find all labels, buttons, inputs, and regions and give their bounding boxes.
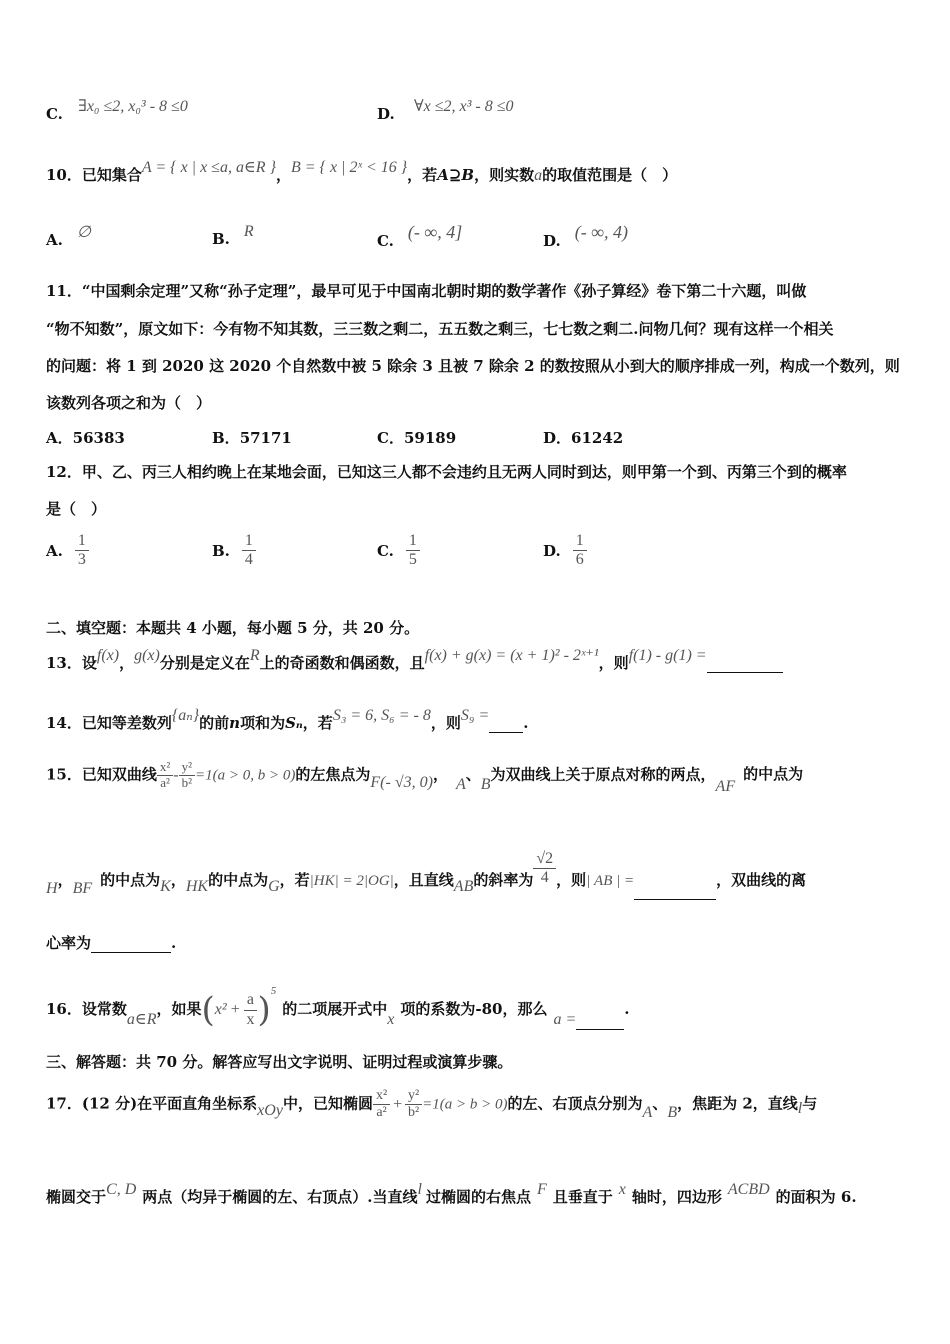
question-text: 的面积为 6. bbox=[775, 1188, 857, 1206]
option-label: A. bbox=[46, 231, 63, 249]
denominator: 3 bbox=[77, 551, 86, 569]
segment-bf: BF bbox=[72, 879, 93, 897]
question-text: ，焦距为 2，直线 bbox=[677, 1094, 798, 1113]
option-label: D. bbox=[377, 105, 395, 123]
quadrilateral-acbd: ACBD bbox=[727, 1181, 770, 1198]
option-label: C. bbox=[377, 232, 394, 250]
exponent: 5 bbox=[270, 985, 277, 997]
option-value: 56383 bbox=[72, 429, 125, 447]
question-text: 心率为 bbox=[46, 934, 92, 952]
question-text: ，则实数 bbox=[474, 166, 535, 184]
option-value: 57171 bbox=[239, 429, 292, 447]
question-15-line-2 bbox=[46, 850, 807, 900]
denominator: 4 bbox=[540, 869, 549, 887]
point-g: G bbox=[268, 877, 280, 895]
numerator: x² bbox=[373, 1088, 390, 1105]
set-a: A = { x | x ≤a, a∈R } bbox=[141, 159, 276, 176]
question-text: ，则 bbox=[430, 714, 461, 732]
question-text: ，则 bbox=[598, 654, 629, 672]
question-number: 17．(12 分)在平面直角坐标系 bbox=[46, 1094, 258, 1113]
question-16 bbox=[46, 985, 630, 1030]
numerator: x² bbox=[157, 760, 173, 776]
question-number: 15．已知双曲线 bbox=[46, 765, 157, 784]
option-value: ∅ bbox=[76, 224, 91, 241]
denominator: b² bbox=[407, 1105, 420, 1121]
question-17-line-1 bbox=[46, 1088, 817, 1121]
line-l: l bbox=[797, 1099, 803, 1117]
set-r: R bbox=[249, 647, 260, 664]
question-text: 的取值范围是（ ） bbox=[542, 166, 678, 184]
option-label: D. bbox=[543, 541, 561, 560]
option-label: C． bbox=[377, 429, 404, 447]
q12-option-c bbox=[377, 532, 420, 570]
equation: =1(a > 0, b > 0) bbox=[195, 767, 296, 784]
numerator: y² bbox=[179, 760, 195, 776]
question-number: 10． bbox=[46, 166, 82, 184]
condition: |HK| = 2|OG| bbox=[309, 872, 394, 889]
q12-option-b bbox=[212, 532, 256, 570]
question-text: 的左焦点为 bbox=[295, 765, 371, 784]
question-text: ，则 bbox=[556, 870, 587, 889]
option-label: D. bbox=[543, 232, 561, 250]
q11-line-1: 11．“中国剩余定理”又称“孙子定理”，最早可见于中国南北朝时期的数学著作《孙子算经》卷下第二十六题，叫做 bbox=[46, 282, 807, 300]
punct: ， bbox=[275, 166, 291, 184]
question-text: 且垂直于 bbox=[552, 1188, 613, 1206]
option-value: R bbox=[243, 223, 254, 240]
denominator: b² bbox=[181, 774, 193, 790]
set-b: B = { x | 2ˣ < 16 } bbox=[290, 159, 408, 176]
question-text: 与 bbox=[802, 1094, 818, 1113]
numerator: y² bbox=[405, 1088, 422, 1105]
q11-option-c bbox=[377, 427, 456, 448]
func-g: g(x) bbox=[134, 647, 160, 664]
answer-blank-ab[interactable] bbox=[634, 899, 716, 900]
fraction-y2-b2 bbox=[405, 1088, 422, 1121]
operator: - bbox=[173, 766, 179, 784]
operator: + bbox=[392, 1095, 403, 1113]
points-cd: C, D bbox=[106, 1181, 137, 1198]
fraction bbox=[75, 532, 89, 570]
point-a: A bbox=[455, 776, 466, 794]
question-text: 的前 bbox=[199, 714, 230, 732]
segment-ab: AB bbox=[453, 877, 474, 895]
question-text: 上的奇函数和偶函数，且 bbox=[259, 654, 425, 672]
answer-blank[interactable] bbox=[489, 732, 523, 733]
question-number: 14．已知等差数列 bbox=[46, 714, 172, 732]
punct: ， bbox=[432, 765, 448, 784]
q12-option-d bbox=[543, 532, 587, 570]
question-text: ，若 bbox=[279, 870, 310, 889]
option-value: (- ∞, 4] bbox=[407, 222, 463, 242]
punct: ， bbox=[170, 870, 186, 889]
numerator: 1 bbox=[242, 532, 256, 551]
question-14 bbox=[46, 707, 529, 733]
option-label: B. bbox=[212, 541, 230, 560]
q12-option-a bbox=[46, 532, 89, 570]
question-text: 椭圆交于 bbox=[46, 1188, 107, 1206]
left-paren: ( bbox=[201, 990, 215, 1030]
question-text: 为双曲线上关于原点对称的两点， bbox=[490, 765, 716, 784]
sequence: {aₙ} bbox=[171, 707, 200, 724]
question-text: 的中点为 bbox=[743, 765, 804, 784]
segment-af: AF bbox=[715, 778, 736, 796]
punct: ， bbox=[57, 870, 73, 889]
denominator: 4 bbox=[244, 551, 253, 569]
denominator: 6 bbox=[575, 551, 584, 569]
point-h: H bbox=[46, 879, 58, 897]
q11-line-4: 该数列各项之和为（ ） bbox=[46, 394, 212, 412]
punct: ， bbox=[119, 654, 135, 672]
numerator: 1 bbox=[75, 532, 89, 551]
question-text: ，若 bbox=[302, 714, 333, 732]
denominator: a² bbox=[376, 1105, 387, 1121]
func-f: f(x) bbox=[96, 647, 120, 664]
axis-x: x bbox=[618, 1181, 626, 1198]
option-label: C. bbox=[377, 541, 394, 560]
question-text: 项的系数为-80，那么 bbox=[400, 1000, 548, 1018]
numerator: 1 bbox=[406, 532, 420, 551]
q9-option-c bbox=[46, 98, 188, 124]
punct: . bbox=[624, 1000, 630, 1018]
question-15-line-1 bbox=[46, 759, 804, 796]
sum-sn: Sₙ bbox=[285, 714, 303, 732]
answer-blank[interactable] bbox=[707, 672, 783, 673]
punct: . bbox=[523, 714, 529, 732]
fraction bbox=[573, 532, 587, 570]
numerator: √2 bbox=[533, 850, 556, 869]
q10-option-a bbox=[46, 224, 91, 250]
punct: . bbox=[171, 934, 177, 952]
punct: 、 bbox=[652, 1094, 668, 1113]
question-text: 过椭圆的右焦点 bbox=[425, 1188, 531, 1206]
option-label: C. bbox=[46, 105, 63, 123]
fraction-a-x bbox=[243, 991, 257, 1029]
expression: S₉ = bbox=[460, 707, 490, 724]
numerator: a bbox=[244, 991, 257, 1010]
numerator: 1 bbox=[573, 532, 587, 551]
q12-line-1: 12．甲、乙、丙三人相约晚上在某地会面，已知这三人都不会违约且无两人同时到达，则甲第一个到、丙第三个到的概率 bbox=[46, 463, 847, 481]
term-x2: x² bbox=[214, 1001, 227, 1018]
q11-option-d bbox=[543, 427, 623, 448]
question-17-line-2 bbox=[46, 1181, 857, 1207]
question-text: 的中点为 bbox=[208, 870, 269, 889]
question-text: 分别是定义在 bbox=[159, 654, 250, 672]
question-text: 项和为 bbox=[240, 714, 286, 732]
fraction bbox=[242, 532, 256, 570]
question-13 bbox=[46, 647, 783, 673]
answer-blank[interactable] bbox=[576, 1029, 624, 1030]
operator: + bbox=[229, 1001, 241, 1018]
option-label: A． bbox=[46, 429, 73, 447]
option-value: (- ∞, 4) bbox=[574, 222, 629, 242]
question-text: ，双曲线的离 bbox=[716, 870, 807, 889]
q10-option-c bbox=[377, 222, 463, 251]
fraction-y2-b2 bbox=[179, 760, 195, 791]
question-text: 已知集合 bbox=[81, 166, 142, 184]
equation: =1(a > b > 0) bbox=[422, 1096, 508, 1113]
question-number: 13．设 bbox=[46, 654, 97, 672]
q11-line-2: “物不知数”，原文如下：今有物不知其数，三三数之剩二，五五数之剩三，七七数之剩二.问物几何？现有这样一个相关 bbox=[46, 320, 834, 338]
q11-line-3: 的问题：将 1 到 2020 这 2020 个自然数中被 5 除余 3 且被 7 除余 2 的数按照从小到大的顺序排成一列，构成一个数列，则 bbox=[46, 357, 900, 375]
point-b: B bbox=[480, 776, 491, 794]
question-text: ，若 bbox=[407, 166, 438, 184]
point-k: K bbox=[160, 877, 171, 895]
question-text: 两点（均异于椭圆的左、右顶点）.当直线 bbox=[142, 1188, 418, 1206]
option-label: B． bbox=[212, 429, 240, 447]
question-text: ，且直线 bbox=[393, 870, 454, 889]
segment-hk: HK bbox=[185, 877, 209, 895]
condition: a∈R bbox=[126, 1011, 157, 1028]
q11-option-b bbox=[212, 427, 292, 448]
q12-line-2: 是（ ） bbox=[46, 500, 107, 518]
fraction bbox=[406, 532, 420, 570]
question-15-line-3 bbox=[46, 932, 176, 953]
option-value: 61242 bbox=[571, 429, 624, 447]
question-number: 16．设常数 bbox=[46, 1000, 127, 1018]
slope-fraction bbox=[533, 850, 556, 888]
q11-option-a bbox=[46, 427, 125, 448]
condition: S₃ = 6, S₆ = - 8 bbox=[332, 707, 431, 724]
relation: A⊇B bbox=[437, 166, 475, 184]
line-l: l bbox=[417, 1181, 422, 1198]
expression: | AB | = bbox=[586, 872, 635, 889]
fraction-x2-a2 bbox=[373, 1088, 390, 1121]
option-expr: ∃x₀ ≤2, x₀³ - 8 ≤0 bbox=[78, 98, 188, 115]
answer-blank-eccentricity[interactable] bbox=[91, 952, 171, 953]
denominator: a² bbox=[160, 774, 170, 790]
question-text: 的左、右顶点分别为 bbox=[507, 1094, 643, 1113]
option-label: A. bbox=[46, 541, 63, 560]
question-text: 的中点为 bbox=[100, 870, 161, 889]
question-10 bbox=[46, 159, 678, 185]
q10-option-b bbox=[212, 223, 254, 249]
fraction-x2-a2 bbox=[157, 760, 173, 791]
focus-f: F(- √3, 0) bbox=[370, 774, 433, 792]
variable-x: x bbox=[387, 1011, 395, 1028]
variable-n: n bbox=[229, 714, 241, 732]
question-text: 的二项展开式中 bbox=[282, 1000, 388, 1018]
option-expr: ∀x ≤2, x³ - 8 ≤0 bbox=[413, 98, 514, 115]
option-value: 59189 bbox=[403, 429, 457, 447]
q10-option-d bbox=[543, 222, 629, 251]
option-label: B. bbox=[212, 230, 230, 248]
q9-option-d bbox=[377, 98, 514, 124]
section-heading-fill-in: 二、填空题：本题共 4 小题，每小题 5 分，共 20 分。 bbox=[46, 619, 420, 637]
denominator: x bbox=[246, 1010, 255, 1028]
point-a: A bbox=[642, 1103, 653, 1121]
punct: 、 bbox=[465, 765, 481, 784]
question-text: ，如果 bbox=[156, 1000, 202, 1018]
focus-f: F bbox=[536, 1181, 547, 1198]
question-text: 中，已知椭圆 bbox=[282, 1094, 373, 1113]
expression: f(1) - g(1) = bbox=[628, 647, 707, 664]
equation: f(x) + g(x) = (x + 1)² - 2ˣ⁺¹ bbox=[424, 647, 599, 664]
expression: a = bbox=[553, 1011, 577, 1028]
variable-a: a bbox=[534, 167, 543, 184]
point-b: B bbox=[667, 1103, 678, 1121]
question-text: 的斜率为 bbox=[473, 870, 534, 889]
denominator: 5 bbox=[408, 551, 417, 569]
coordinate-system: xOy bbox=[257, 1101, 283, 1119]
question-text: 轴时，四边形 bbox=[631, 1188, 722, 1206]
option-label: D． bbox=[543, 429, 572, 447]
section-heading-solutions: 三、解答题：共 70 分。解答应写出文字说明、证明过程或演算步骤。 bbox=[46, 1053, 513, 1071]
right-paren: ) bbox=[257, 990, 271, 1030]
